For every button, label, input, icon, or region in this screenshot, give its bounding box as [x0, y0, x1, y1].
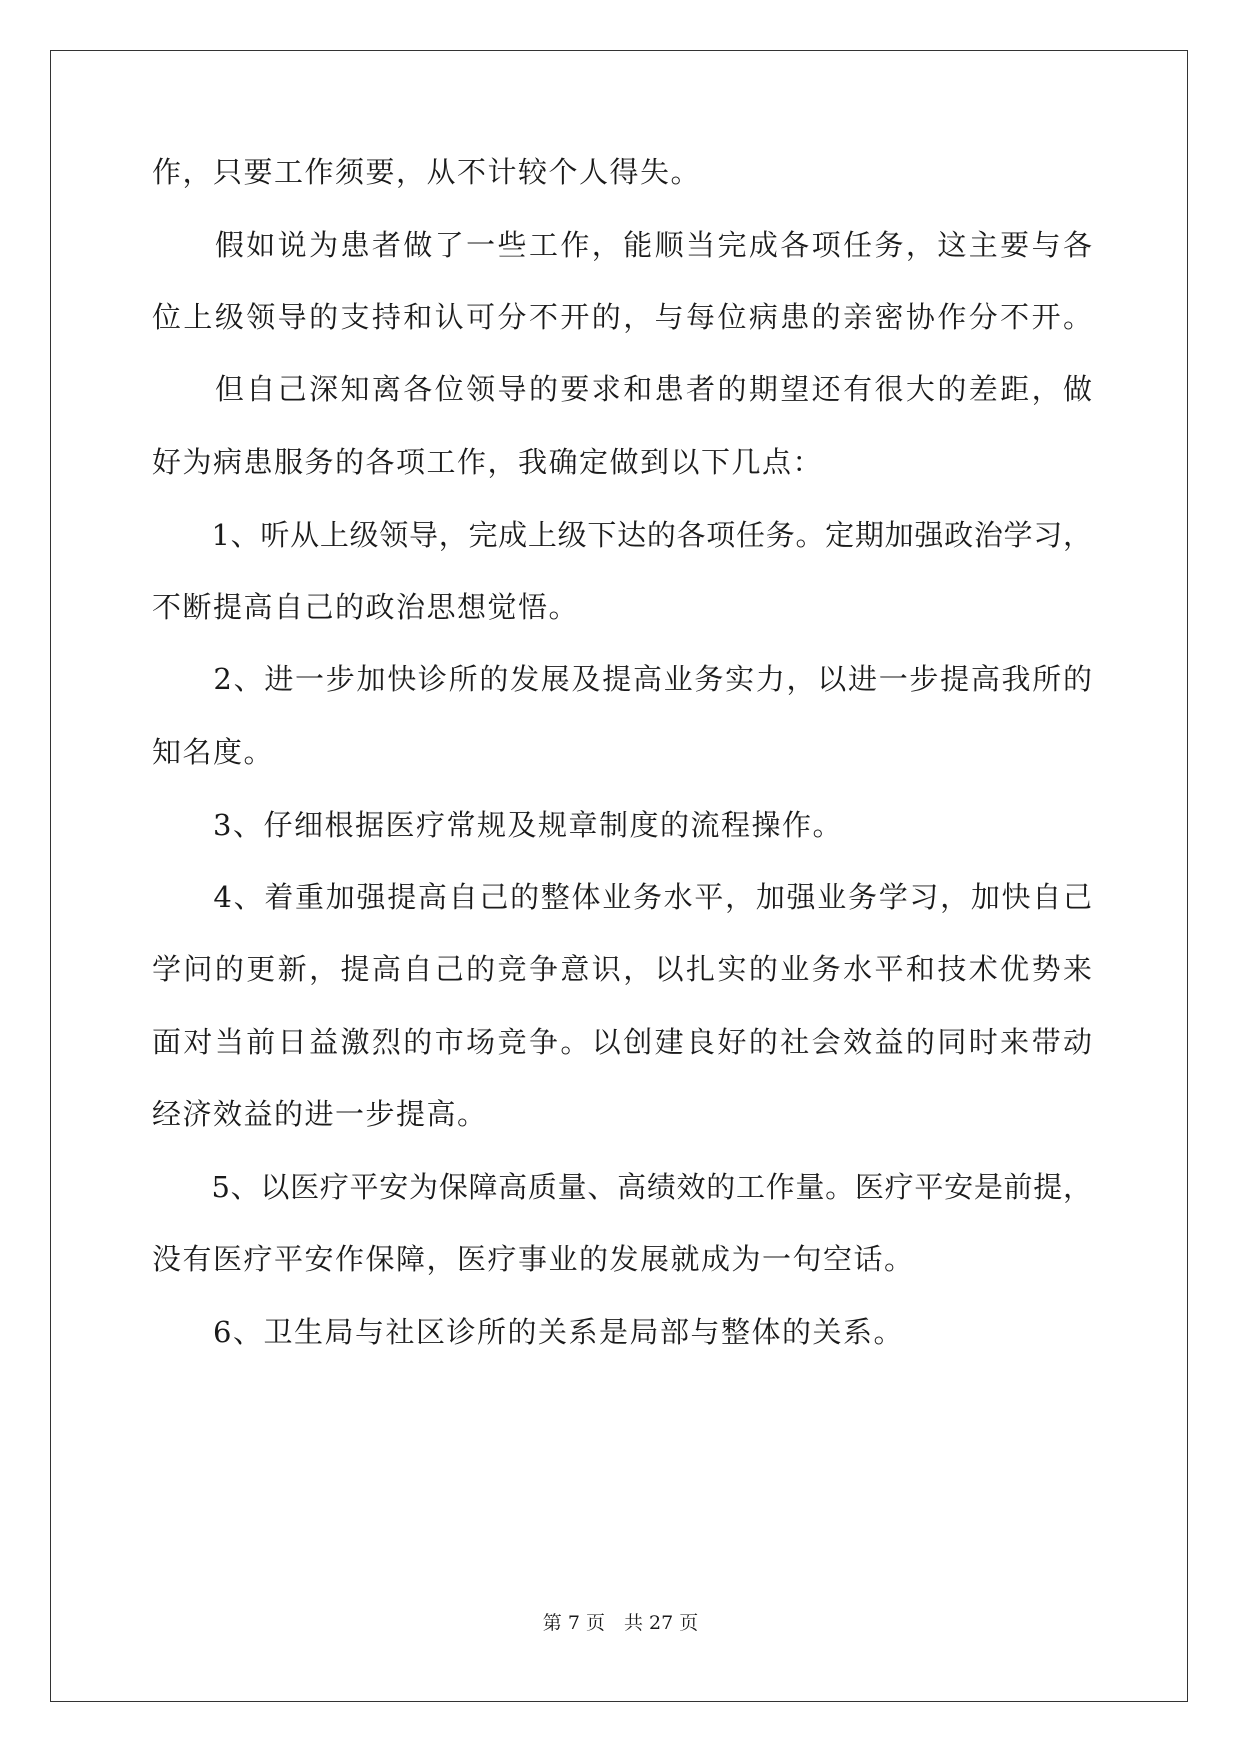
text-line: 没有医疗平安作保障，医疗事业的发展就成为一句空话。 [152, 1242, 915, 1276]
text-line: 4、着重加强提高自己的整体业务水平，加强业务学习，加快自己 [152, 880, 1092, 914]
text-line: 好为病患服务的各项工作，我确定做到以下几点： [152, 445, 824, 479]
text-line: 学问的更新，提高自己的竞争意识，以扎实的业务水平和技术优势来 [152, 952, 1092, 986]
text-line: 1、听从上级领导，完成上级下达的各项任务。定期加强政治学习， [152, 518, 1092, 552]
text-line: 但自己深知离各位领导的要求和患者的期望还有很大的差距，做 [152, 372, 1092, 406]
text-line: 假如说为患者做了一些工作，能顺当完成各项任务，这主要与各 [152, 228, 1092, 262]
text-line: 知名度。 [152, 735, 275, 769]
text-line: 经济效益的进一步提高。 [152, 1097, 488, 1131]
page-number-footer: 第 7 页 共 27 页 [542, 1612, 699, 1634]
text-line: 作，只要工作须要，从不计较个人得失。 [152, 155, 702, 189]
text-line: 2、进一步加快诊所的发展及提高业务实力，以进一步提高我所的 [152, 662, 1092, 696]
text-line: 6、卫生局与社区诊所的关系是局部与整体的关系。 [152, 1315, 904, 1349]
text-line: 5、以医疗平安为保障高质量、高绩效的工作量。医疗平安是前提， [152, 1170, 1092, 1204]
text-line: 3、仔细根据医疗常规及规章制度的流程操作。 [152, 808, 843, 842]
text-line: 不断提高自己的政治思想觉悟。 [152, 590, 580, 624]
text-line: 面对当前日益激烈的市场竞争。以创建良好的社会效益的同时来带动 [152, 1025, 1092, 1059]
text-line: 位上级领导的支持和认可分不开的，与每位病患的亲密协作分不开。 [152, 300, 1092, 334]
